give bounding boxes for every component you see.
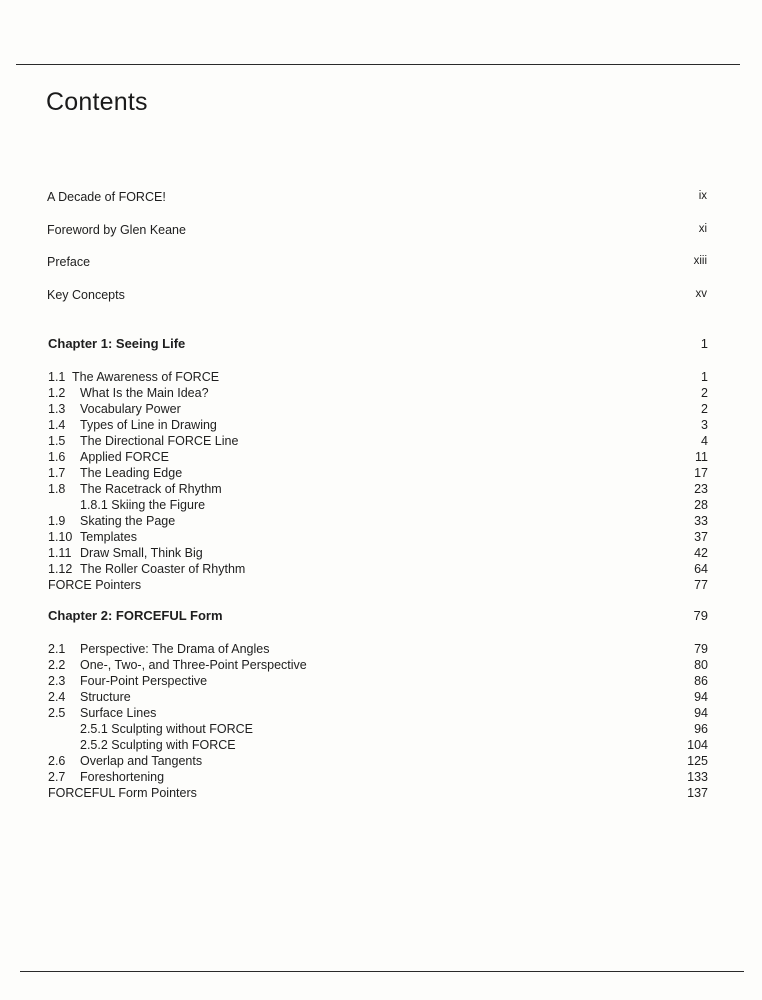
entry-page-number: xi xyxy=(698,222,707,235)
entry-page-number: 23 xyxy=(694,482,708,496)
entry-number: 2.2 xyxy=(48,658,66,672)
toc-entry[interactable] xyxy=(48,369,708,385)
front-matter-list xyxy=(47,190,707,320)
toc-entry[interactable] xyxy=(48,513,708,529)
toc-entry[interactable] xyxy=(48,561,708,577)
entry-page-number: 37 xyxy=(694,530,708,544)
toc-entry-foreword[interactable] xyxy=(47,223,707,256)
entry-label: Applied FORCE xyxy=(80,450,169,464)
entry-page-number: 125 xyxy=(687,754,708,768)
entry-label: The Leading Edge xyxy=(80,466,183,480)
entry-page-number: 137 xyxy=(687,786,708,800)
entry-label: What Is the Main Idea? xyxy=(80,386,209,400)
toc-entry[interactable] xyxy=(48,545,708,561)
entry-label: Surface Lines xyxy=(80,706,157,720)
entry-page-number: 94 xyxy=(694,706,708,720)
chapter-title: Chapter 2: FORCEFUL Form xyxy=(48,608,223,623)
entry-label: Vocabulary Power xyxy=(80,402,181,416)
toc-entry[interactable] xyxy=(48,641,708,657)
entry-number: 1.7 xyxy=(48,466,66,480)
entry-page-number: 1 xyxy=(701,370,708,384)
toc-entry[interactable] xyxy=(48,401,708,417)
chapter-1-section xyxy=(48,336,708,593)
toc-subentry[interactable] xyxy=(48,737,708,753)
entry-label: 2.5.1 Sculpting without FORCE xyxy=(80,722,253,736)
entry-number: 1.10 xyxy=(48,530,73,544)
toc-subentry[interactable] xyxy=(48,721,708,737)
entry-label: 1.8.1 Skiing the Figure xyxy=(80,498,206,512)
page-title: Contents xyxy=(46,88,148,116)
entry-page-number: 33 xyxy=(694,514,708,528)
top-rule xyxy=(16,64,740,65)
toc-entry[interactable] xyxy=(48,433,708,449)
chapter-1-entries xyxy=(48,369,708,593)
entry-label: FORCEFUL Form Pointers xyxy=(48,786,197,800)
entry-label: Draw Small, Think Big xyxy=(80,546,203,560)
entry-number: 1.9 xyxy=(48,514,66,528)
entry-page-number: 11 xyxy=(695,450,708,464)
entry-number: 2.7 xyxy=(48,770,66,784)
entry-page-number: 42 xyxy=(694,546,708,560)
entry-number: 1.6 xyxy=(48,450,66,464)
entry-page-number: 94 xyxy=(694,690,708,704)
entry-number: 1.8 xyxy=(48,482,66,496)
entry-label: FORCE Pointers xyxy=(48,578,142,592)
entry-page-number: 4 xyxy=(701,434,708,448)
entry-page-number: 77 xyxy=(694,578,708,592)
entry-page-number: 86 xyxy=(694,674,708,688)
entry-label: A Decade of FORCE! xyxy=(47,190,166,204)
entry-label: Foreword by Glen Keane xyxy=(47,222,186,237)
entry-label: Foreshortening xyxy=(80,770,165,784)
toc-entry[interactable] xyxy=(48,769,708,785)
bottom-rule xyxy=(20,971,744,972)
entry-label: Key Concepts xyxy=(47,287,125,302)
entry-label: Types of Line in Drawing xyxy=(80,418,217,432)
entry-number: 1.4 xyxy=(48,418,66,432)
entry-page-number: xiii xyxy=(693,255,707,267)
entry-number: 2.4 xyxy=(48,690,66,704)
entry-page-number: 80 xyxy=(694,658,708,672)
entry-page-number: 28 xyxy=(694,498,708,512)
toc-entry[interactable] xyxy=(48,705,708,721)
toc-entry-decade-of-force[interactable] xyxy=(47,190,707,223)
toc-entry[interactable] xyxy=(48,465,708,481)
toc-subentry[interactable] xyxy=(48,497,708,513)
entry-label: Four-Point Perspective xyxy=(80,674,208,688)
entry-page-number: 133 xyxy=(687,770,708,784)
toc-entry[interactable] xyxy=(48,753,708,769)
toc-entry[interactable] xyxy=(48,385,708,401)
entry-page-number: 64 xyxy=(694,562,708,576)
toc-entry[interactable] xyxy=(48,657,708,673)
toc-entry[interactable] xyxy=(48,689,708,705)
entry-number: 1.1 xyxy=(48,370,66,384)
entry-label: Overlap and Tangents xyxy=(80,754,203,768)
entry-label: The Awareness of FORCE xyxy=(72,370,220,384)
entry-page-number: 79 xyxy=(694,642,708,656)
entry-number: 2.3 xyxy=(48,674,66,688)
entry-label: Templates xyxy=(80,530,137,544)
toc-entry[interactable] xyxy=(48,529,708,545)
toc-entry[interactable] xyxy=(48,449,708,465)
entry-number: 1.12 xyxy=(48,562,73,576)
toc-entry-pointers[interactable] xyxy=(48,577,708,593)
entry-number: 1.2 xyxy=(48,386,66,400)
chapter-page-number: 1 xyxy=(700,336,708,351)
entry-number: 2.5 xyxy=(48,706,66,720)
entry-page-number: 2 xyxy=(701,402,708,416)
chapter-title: Chapter 1: Seeing Life xyxy=(48,336,186,351)
toc-entry[interactable] xyxy=(48,481,708,497)
entry-label: Skating the Page xyxy=(80,514,176,528)
entry-number: 1.11 xyxy=(48,546,72,560)
toc-entry-key-concepts[interactable] xyxy=(47,288,707,321)
chapter-2-entries xyxy=(48,641,708,801)
chapter-page-number: 79 xyxy=(693,608,708,623)
entry-label: 2.5.2 Sculpting with FORCE xyxy=(80,738,236,752)
chapter-2-section xyxy=(48,608,708,801)
entry-label: Structure xyxy=(80,690,131,704)
entry-number: 1.3 xyxy=(48,402,66,416)
entry-label: The Directional FORCE Line xyxy=(80,434,239,448)
entry-page-number: 96 xyxy=(694,722,708,736)
toc-entry-preface[interactable] xyxy=(47,255,707,288)
entry-page-number: 104 xyxy=(687,738,708,752)
entry-page-number: xv xyxy=(695,287,707,300)
toc-entry[interactable] xyxy=(48,417,708,433)
entry-label: Perspective: The Drama of Angles xyxy=(80,642,270,656)
entry-page-number: 2 xyxy=(701,386,708,400)
chapter-1-heading[interactable] xyxy=(48,336,708,356)
entry-number: 2.6 xyxy=(48,754,66,768)
entry-number: 1.5 xyxy=(48,434,66,448)
entry-number: 2.1 xyxy=(48,642,66,656)
toc-entry-pointers[interactable] xyxy=(48,785,708,801)
entry-label: The Racetrack of Rhythm xyxy=(80,482,222,496)
entry-page-number: 17 xyxy=(694,466,708,480)
entry-page-number: 3 xyxy=(701,418,708,432)
entry-label: The Roller Coaster of Rhythm xyxy=(80,562,246,576)
chapter-2-heading[interactable] xyxy=(48,608,708,628)
entry-label: One-, Two-, and Three-Point Perspective xyxy=(80,658,307,672)
entry-label: Preface xyxy=(47,255,91,269)
entry-page-number: ix xyxy=(698,190,707,202)
toc-entry[interactable] xyxy=(48,673,708,689)
